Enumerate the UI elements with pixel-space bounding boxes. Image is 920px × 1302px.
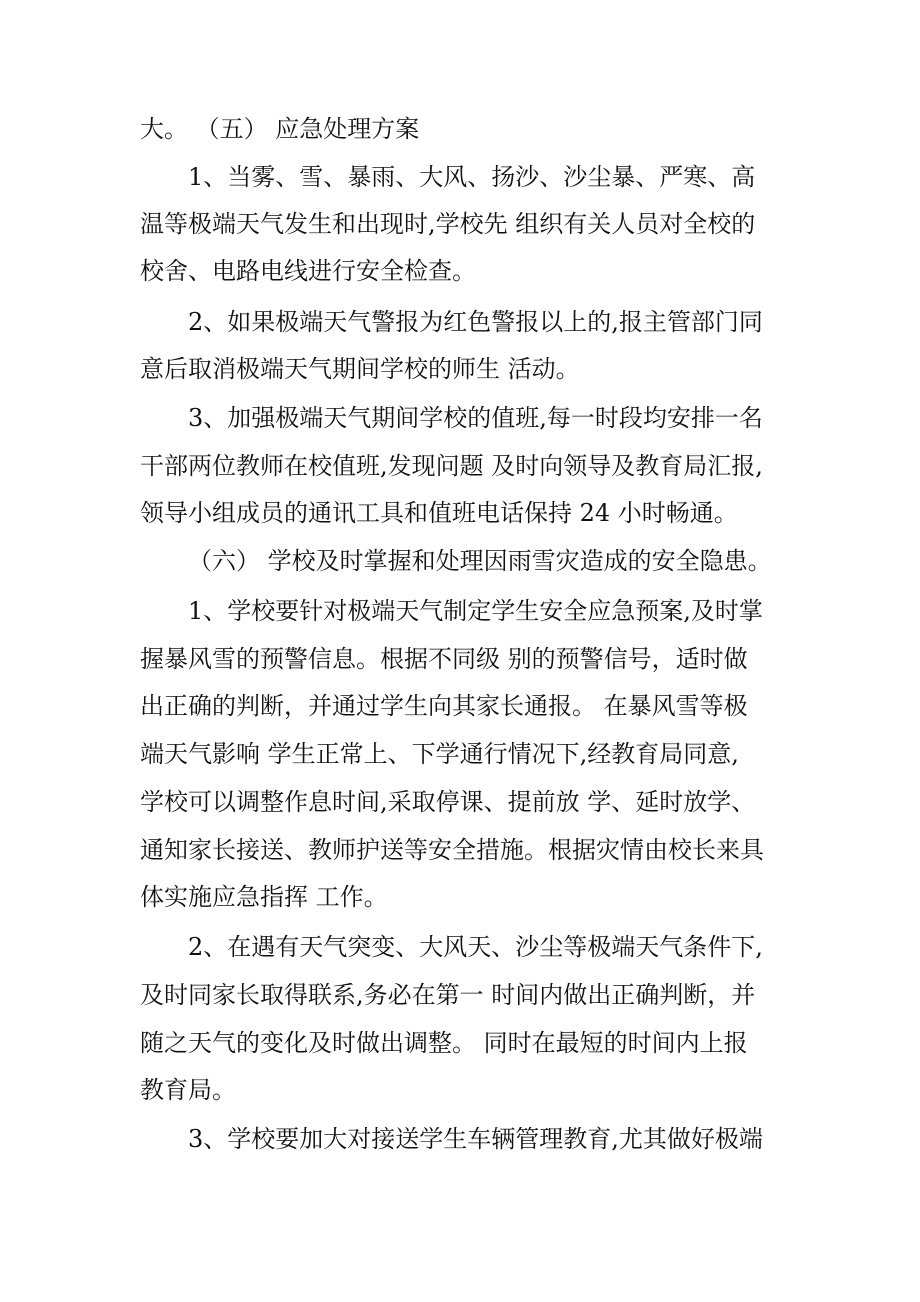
text-line: 领导小组成员的通讯工具和值班电话保持 24 小时畅通。	[140, 499, 738, 527]
text-line: 随之天气的变化及时做出调整。 同时在最短的时间内上报	[140, 1029, 748, 1057]
text-line: 1、当雾、雪、暴雨、大风、扬沙、沙尘暴、严寒、高	[188, 163, 756, 191]
text-line: 意后取消极端天气期间学校的师生 活动。	[140, 355, 580, 383]
text-line: 端天气影响 学生正常上、下学通行情况下,经教育局同意,	[140, 740, 739, 768]
text-line: 及时同家长取得联系,务必在第一 时间内做出正确判断，并	[140, 981, 756, 1009]
text-line: 通知家长接送、教师护送等安全措施。根据灾情由校长来具	[140, 836, 764, 864]
text-line: 温等极端天气发生和出现时,学校先 组织有关人员对全校的	[140, 210, 756, 238]
text-line: 1、学校要针对极端天气制定学生安全应急预案,及时掌	[188, 597, 763, 625]
text-line: 干部两位教师在校值班,发现问题 及时向领导及教育局汇报,	[140, 452, 763, 480]
text-line: 大。 （五） 应急处理方案	[140, 115, 420, 143]
text-line: 2、在遇有天气突变、大风天、沙尘等极端天气条件下,	[188, 933, 763, 961]
text-line: 校舍、电路电线进行安全检查。	[140, 257, 476, 285]
text-line: 3、学校要加大对接送学生车辆管理教育,尤其做好极端	[188, 1125, 763, 1153]
text-line: 握暴风雪的预警信息。根据不同级 别的预警信号，适时做	[140, 645, 748, 673]
text-line: （六） 学校及时掌握和处理因雨雪灾造成的安全隐患。	[188, 547, 772, 575]
text-line: 学校可以调整作息时间,采取停课、提前放 学、延时放学、	[140, 788, 756, 816]
text-line: 2、如果极端天气警报为红色警报以上的,报主管部门同	[188, 308, 763, 336]
text-line: 体实施应急指挥 工作。	[140, 883, 388, 911]
text-line: 出正确的判断，并通过学生向其家长通报。 在暴风雪等极	[140, 692, 748, 720]
text-line: 教育局。	[140, 1076, 236, 1104]
text-line: 3、加强极端天气期间学校的值班,每一时段均安排一名	[188, 404, 763, 432]
